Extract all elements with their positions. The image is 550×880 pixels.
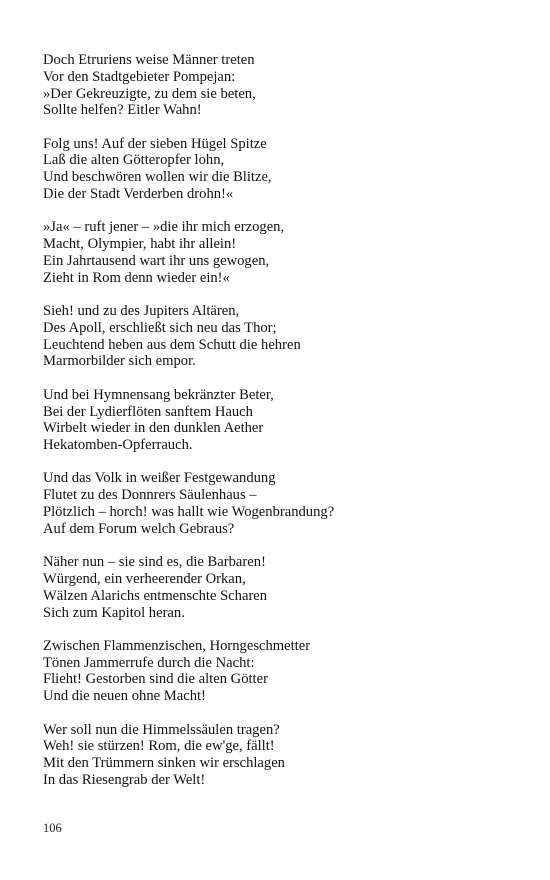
verse-line: Weh! sie stürzen! Rom, die ew'ge, fällt! — [43, 738, 275, 755]
verse-line: Hekatomben-Opferrauch. — [43, 437, 193, 454]
verse-line: »Ja« – ruft jener – »die ihr mich erzogen, — [43, 219, 285, 236]
verse-line: Und bei Hymnensang bekränzter Beter, — [43, 386, 274, 403]
verse-line: Ein Jahrtausend wart ihr uns gewogen, — [43, 252, 270, 269]
stanza — [43, 638, 523, 705]
stanza — [43, 52, 523, 119]
verse-line: Doch Etruriens weise Männer treten — [43, 52, 255, 68]
verse-line: Wirbelt wieder in den dunklen Aether — [43, 420, 264, 437]
verse-line: Die der Stadt Verderben drohn!« — [43, 186, 234, 203]
verse-line: Sich zum Kapitol heran. — [43, 604, 185, 621]
verse-line: Auf dem Forum welch Gebraus? — [43, 520, 235, 537]
verse-line: Des Apoll, erschließt sich neu das Thor; — [43, 319, 277, 336]
verse-line: Wer soll nun die Himmelssäulen tragen? — [43, 721, 280, 738]
verse-line: Und die neuen ohne Macht! — [43, 688, 206, 705]
page-number: 106 — [43, 821, 62, 835]
verse-line: Mit den Trümmern sinken wir erschlagen — [43, 755, 285, 772]
verse-line: Flieht! Gestorben sind die alten Götter — [43, 671, 268, 688]
verse-line: Und beschwören wollen wir die Blitze, — [43, 169, 272, 186]
verse-line: Bei der Lydierflöten sanftem Hauch — [43, 403, 253, 420]
verse-line: Wälzen Alarichs entmenschte Scharen — [43, 587, 268, 604]
verse-line: Plötzlich – horch! was hallt wie Wogenbrandung? — [43, 504, 335, 521]
stanza — [43, 136, 523, 203]
stanza — [43, 387, 523, 454]
verse-line: Zieht in Rom denn wieder ein!« — [43, 269, 230, 286]
verse-line: In das Riesengrab der Welt! — [43, 771, 206, 788]
verse-line: Folg uns! Auf der sieben Hügel Spitze — [43, 135, 267, 152]
stanza — [43, 303, 523, 370]
verse-line: Würgend, ein verheerender Orkan, — [43, 570, 246, 587]
verse-line: Leuchtend heben aus dem Schutt die hehren — [43, 336, 301, 353]
stanza — [43, 722, 523, 789]
verse-line: Tönen Jammerrufe durch die Nacht: — [43, 654, 255, 671]
stanza — [43, 219, 523, 286]
verse-line: Sieh! und zu des Jupiters Altären, — [43, 303, 240, 320]
verse-line: Laß die alten Götteropfer lohn, — [43, 152, 225, 169]
verse-line: Marmorbilder sich empor. — [43, 353, 196, 370]
verse-line: Zwischen Flammenzischen, Horngeschmetter — [43, 637, 311, 654]
verse-line: Sollte helfen? Eitler Wahn! — [43, 102, 202, 119]
verse-line: Flutet zu des Donnrers Säulenhaus – — [43, 487, 257, 504]
poem-text — [43, 52, 523, 805]
verse-line: Näher nun – sie sind es, die Barbaren! — [43, 554, 266, 571]
stanza — [43, 554, 523, 621]
verse-line: Macht, Olympier, habt ihr allein! — [43, 236, 237, 253]
stanza — [43, 470, 523, 537]
verse-line: »Der Gekreuzigte, zu dem sie beten, — [43, 85, 256, 102]
verse-line: Und das Volk in weißer Festgewandung — [43, 470, 276, 487]
verse-line: Vor den Stadtgebieter Pompejan: — [43, 68, 236, 85]
